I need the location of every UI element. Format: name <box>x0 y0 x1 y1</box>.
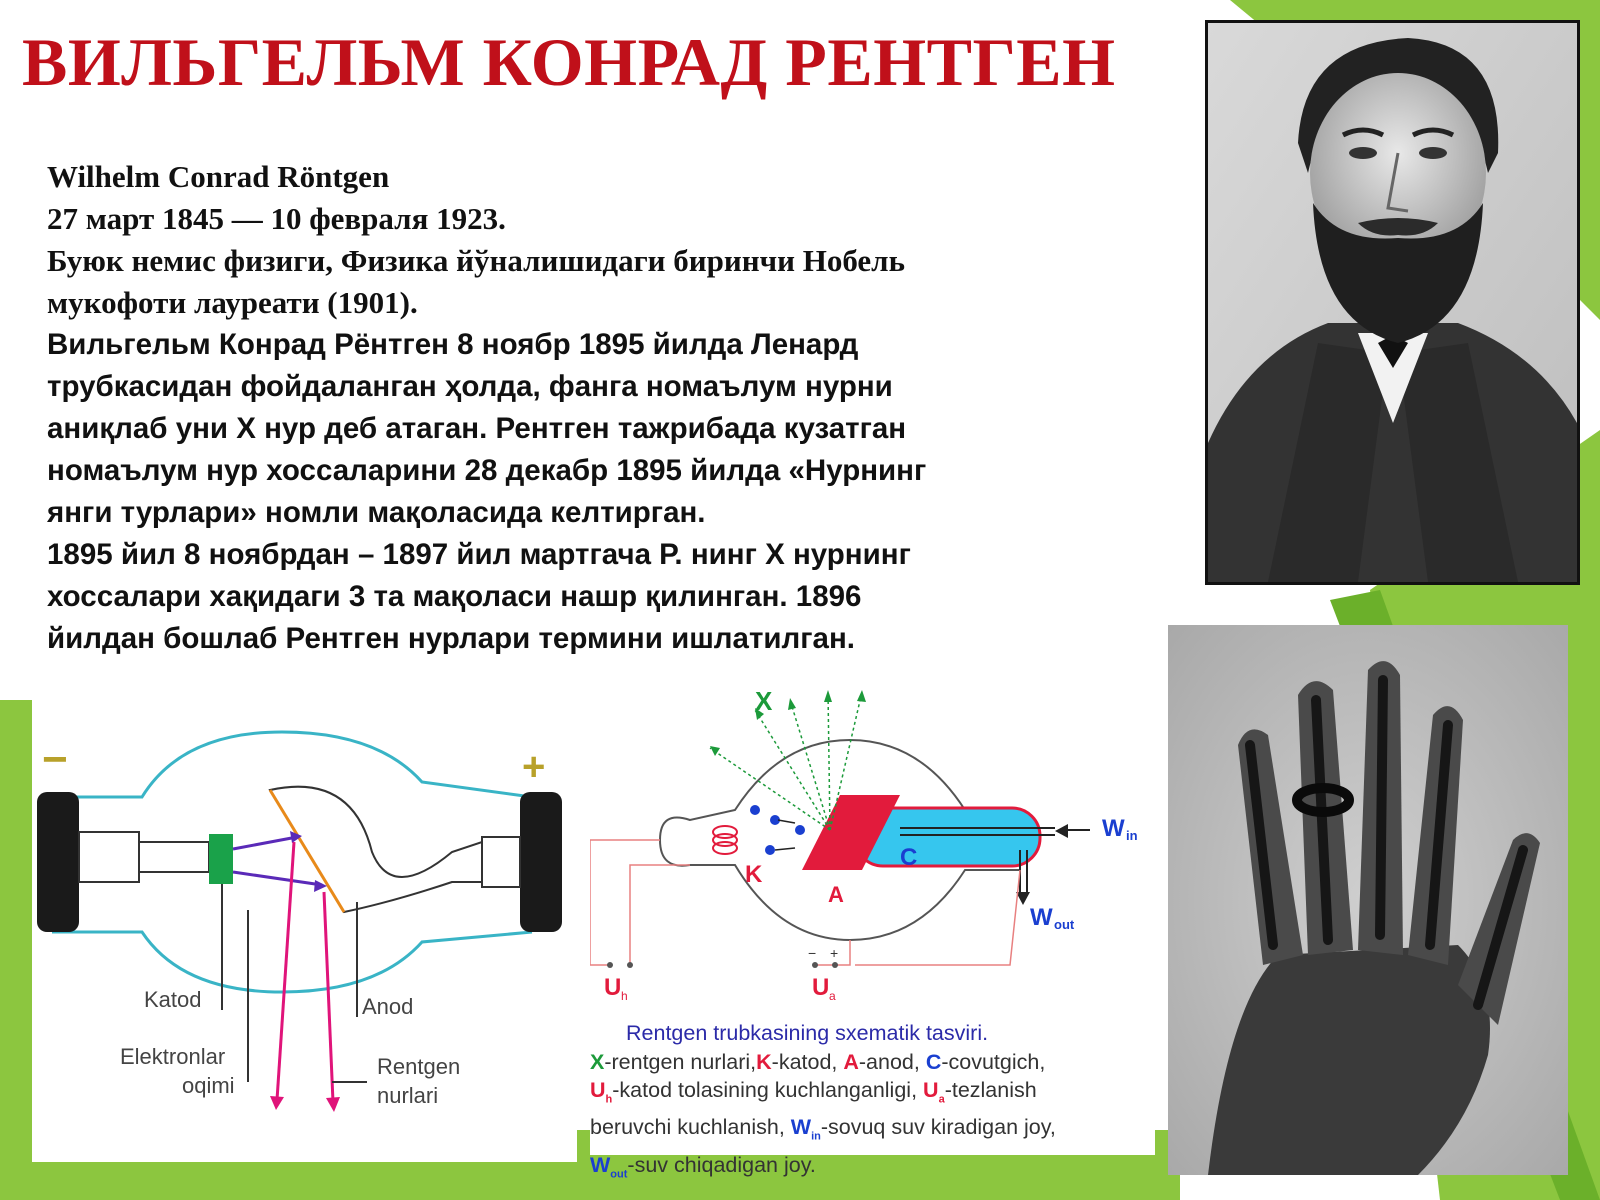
label-katod: Katod <box>144 987 202 1012</box>
legend-ua-key: U <box>923 1078 939 1102</box>
legend-a-text: -anod, <box>858 1050 926 1074</box>
legend-uh-text: -katod tolasining kuchlanganligi, <box>612 1078 924 1102</box>
legend-line3-text: beruvchi kuchlanish, <box>590 1115 791 1140</box>
legend-wout-key: W <box>590 1152 611 1177</box>
legend-win-text: -sovuq suv kiradigan joy, <box>820 1115 1056 1140</box>
paragraph-1-line-5: янги турлари» номли мақоласида келтирган. <box>47 496 706 529</box>
legend-a-key: A <box>843 1050 859 1074</box>
legend-ua-text: -tezlanish <box>944 1078 1037 1102</box>
label-ua: U <box>812 974 830 1001</box>
label-w-out-sub: out <box>1054 917 1075 932</box>
xray-hand-image <box>1168 625 1568 1175</box>
paragraph-1-line-3: аниқлаб уни Х нур деб атаган. Рентген тажрибада кузатган <box>47 412 907 445</box>
legend-line-1 <box>590 1048 1150 1076</box>
label-electrons-1: Elektronlar <box>120 1044 226 1069</box>
legend-k-key: K <box>756 1050 772 1074</box>
label-w-out: W <box>1030 904 1053 931</box>
life-dates: 27 март 1845 — 10 февраля 1923. <box>47 201 506 236</box>
schematic-svg <box>590 690 1155 1020</box>
legend-uh-key: U <box>590 1078 606 1102</box>
xray-tube-svg <box>32 692 577 1162</box>
paragraph-1-line-4: номаълум нур хоссаларини 28 декабр 1895 йилда «Нурнинг <box>47 454 927 487</box>
plus-sign: + <box>522 745 546 789</box>
legend-caption: Rentgen trubkasining sxematik tasviri. <box>626 1021 989 1045</box>
legend-x-text: -rentgen nurlari, <box>604 1050 757 1074</box>
legend-line-3 <box>590 1113 1150 1150</box>
legend-x-key: X <box>590 1050 605 1074</box>
label-w-in: W <box>1102 815 1125 842</box>
biography-text <box>47 156 1167 660</box>
legend-k-text: -katod, <box>771 1050 844 1074</box>
anode-end-cap <box>520 792 562 932</box>
paragraph-1-line-1: Вильгельм Конрад Рёнтген 8 ноябр 1895 йилда Ленард <box>47 328 859 361</box>
paragraph-2-line-2: хоссалари хақидаги 3 та мақоласи нашр қилинган. 1896 <box>47 580 862 613</box>
portrait-photo <box>1205 20 1580 585</box>
xray-tube-diagram <box>32 692 577 1162</box>
legend-win-sub: in <box>811 1130 821 1143</box>
xray-hand-illustration <box>1168 625 1568 1175</box>
summary-line-2: мукофоти лауреати (1901). <box>47 285 418 320</box>
cathode-end-cap <box>37 792 79 932</box>
label-plus-small: + <box>830 945 839 961</box>
label-anod: Anod <box>362 994 414 1019</box>
label-w-in-sub: in <box>1126 828 1138 843</box>
name-latin: Wilhelm Conrad Röntgen <box>47 159 390 194</box>
label-uh: U <box>604 974 622 1001</box>
label-rays-2: nurlari <box>377 1083 439 1108</box>
legend-line-2 <box>590 1076 1150 1113</box>
minus-sign: − <box>42 735 68 784</box>
label-a: A <box>828 882 844 907</box>
legend-line-4 <box>590 1151 1150 1188</box>
page-title: ВИЛЬГЕЛЬМ КОНРАД РЕНТГЕН <box>22 24 1116 100</box>
label-uh-sub: h <box>621 989 628 1003</box>
label-minus-small: − <box>808 945 817 961</box>
label-electrons-2: oqimi <box>182 1073 235 1098</box>
label-ua-sub: a <box>829 989 836 1003</box>
legend-uh-sub: h <box>605 1093 613 1106</box>
schematic-legend <box>590 1018 1150 1188</box>
label-rays-1: Rentgen <box>377 1054 461 1079</box>
paragraph-2-line-1: 1895 йил 8 ноябрдан – 1897 йил мартгача Р. нинг Х нурнинг <box>47 538 911 571</box>
summary-line-1: Буюк немис физиги, Физика йўналишидаги биринчи Нобель <box>47 243 905 278</box>
paragraph-2-line-3: йилдан бошлаб Рентген нурлари термини ишлатилган. <box>47 622 855 655</box>
legend-c-key: C <box>925 1050 942 1074</box>
anode-target <box>270 787 482 912</box>
label-x: X <box>755 690 773 716</box>
legend-ua-sub: a <box>938 1093 945 1106</box>
legend-c-text: -covutgich, <box>941 1050 1046 1074</box>
legend-win-key: W <box>790 1115 812 1140</box>
legend-wout-sub: out <box>610 1167 628 1180</box>
label-c: C <box>900 844 918 871</box>
cathode-filament <box>209 834 233 884</box>
label-k: K <box>745 861 763 888</box>
paragraph-1-line-2: трубкасидан фойдаланган ҳолда, фанга номаълум нурни <box>47 370 893 403</box>
legend-wout-text: -suv chiqadigan joy. <box>627 1152 816 1177</box>
portrait-illustration <box>1208 23 1577 582</box>
